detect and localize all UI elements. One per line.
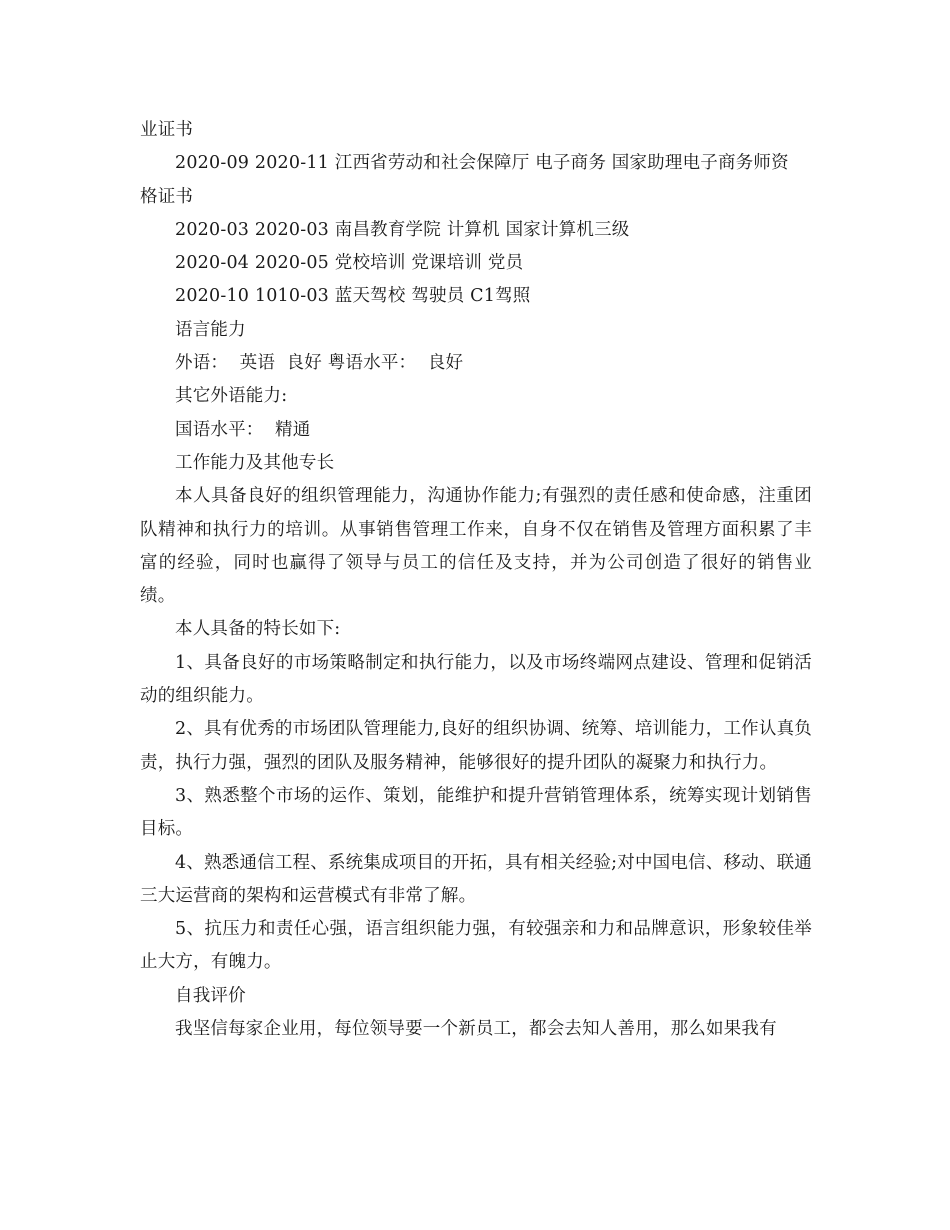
- trait-item: 1、具备良好的市场策略制定和执行能力，以及市场终端网点建设、管理和促销活动的组织能力。: [140, 652, 812, 707]
- self-eval-paragraph: 我坚信每家企业用，每位领导要一个新员工，都会去知人善用，那么如果我有: [175, 1019, 777, 1040]
- trait-item: 2、具有优秀的市场团队管理能力,良好的组织协调、统筹、培训能力，工作认真负责，执行力强，强烈的团队及服务精神，能够很好的提升团队的凝聚力和执行力。: [140, 719, 812, 773]
- document-body: [140, 114, 812, 1046]
- cert-line-continuation: 格证书: [140, 186, 194, 207]
- trait-item: 5、抗压力和责任心强，语言组织能力强，有较强亲和力和品牌意识，形象较佳举止大方，有魄力。: [140, 919, 812, 973]
- language-mandarin: 国语水平： 精通: [175, 419, 311, 440]
- traits-intro: 本人具备的特长如下:: [175, 619, 341, 640]
- cert-line: 2020-10 1010-03 蓝天驾校 驾驶员 C1驾照: [175, 286, 531, 307]
- trait-item: 3、熟悉整个市场的运作、策划，能维护和提升营销管理体系，统筹实现计划销售目标。: [140, 785, 812, 840]
- section-heading-language: 语言能力: [175, 319, 246, 340]
- trait-item: 4、熟悉通信工程、系统集成项目的开拓，具有相关经验;对中国电信、移动、联通三大运营商的架构和运营模式有非常了解。: [140, 852, 812, 906]
- cert-line: 2020-04 2020-05 党校培训 党课培训 党员: [175, 253, 524, 274]
- section-heading-self-eval: 自我评价: [175, 985, 246, 1006]
- language-foreign: 外语： 英语 良好 粤语水平： 良好: [175, 353, 464, 374]
- work-paragraph: 本人具备良好的组织管理能力，沟通协作能力;有强烈的责任感和使命感，注重团队精神和执行力的培训。从事销售管理工作来，自身不仅在销售及管理方面积累了丰富的经验，同时也赢得了领导与员工的信任及支持，并为公司创造了很好的销售业绩。: [140, 486, 812, 607]
- language-other: 其它外语能力:: [175, 386, 288, 407]
- cert-line: 2020-09 2020-11 江西省劳动和社会保障厅 电子商务 国家助理电子商务师资: [175, 153, 789, 174]
- cert-line: 2020-03 2020-03 南昌教育学院 计算机 国家计算机三级: [175, 219, 630, 240]
- section-heading-work: 工作能力及其他专长: [175, 452, 335, 473]
- continuation-text: 业证书: [140, 120, 194, 140]
